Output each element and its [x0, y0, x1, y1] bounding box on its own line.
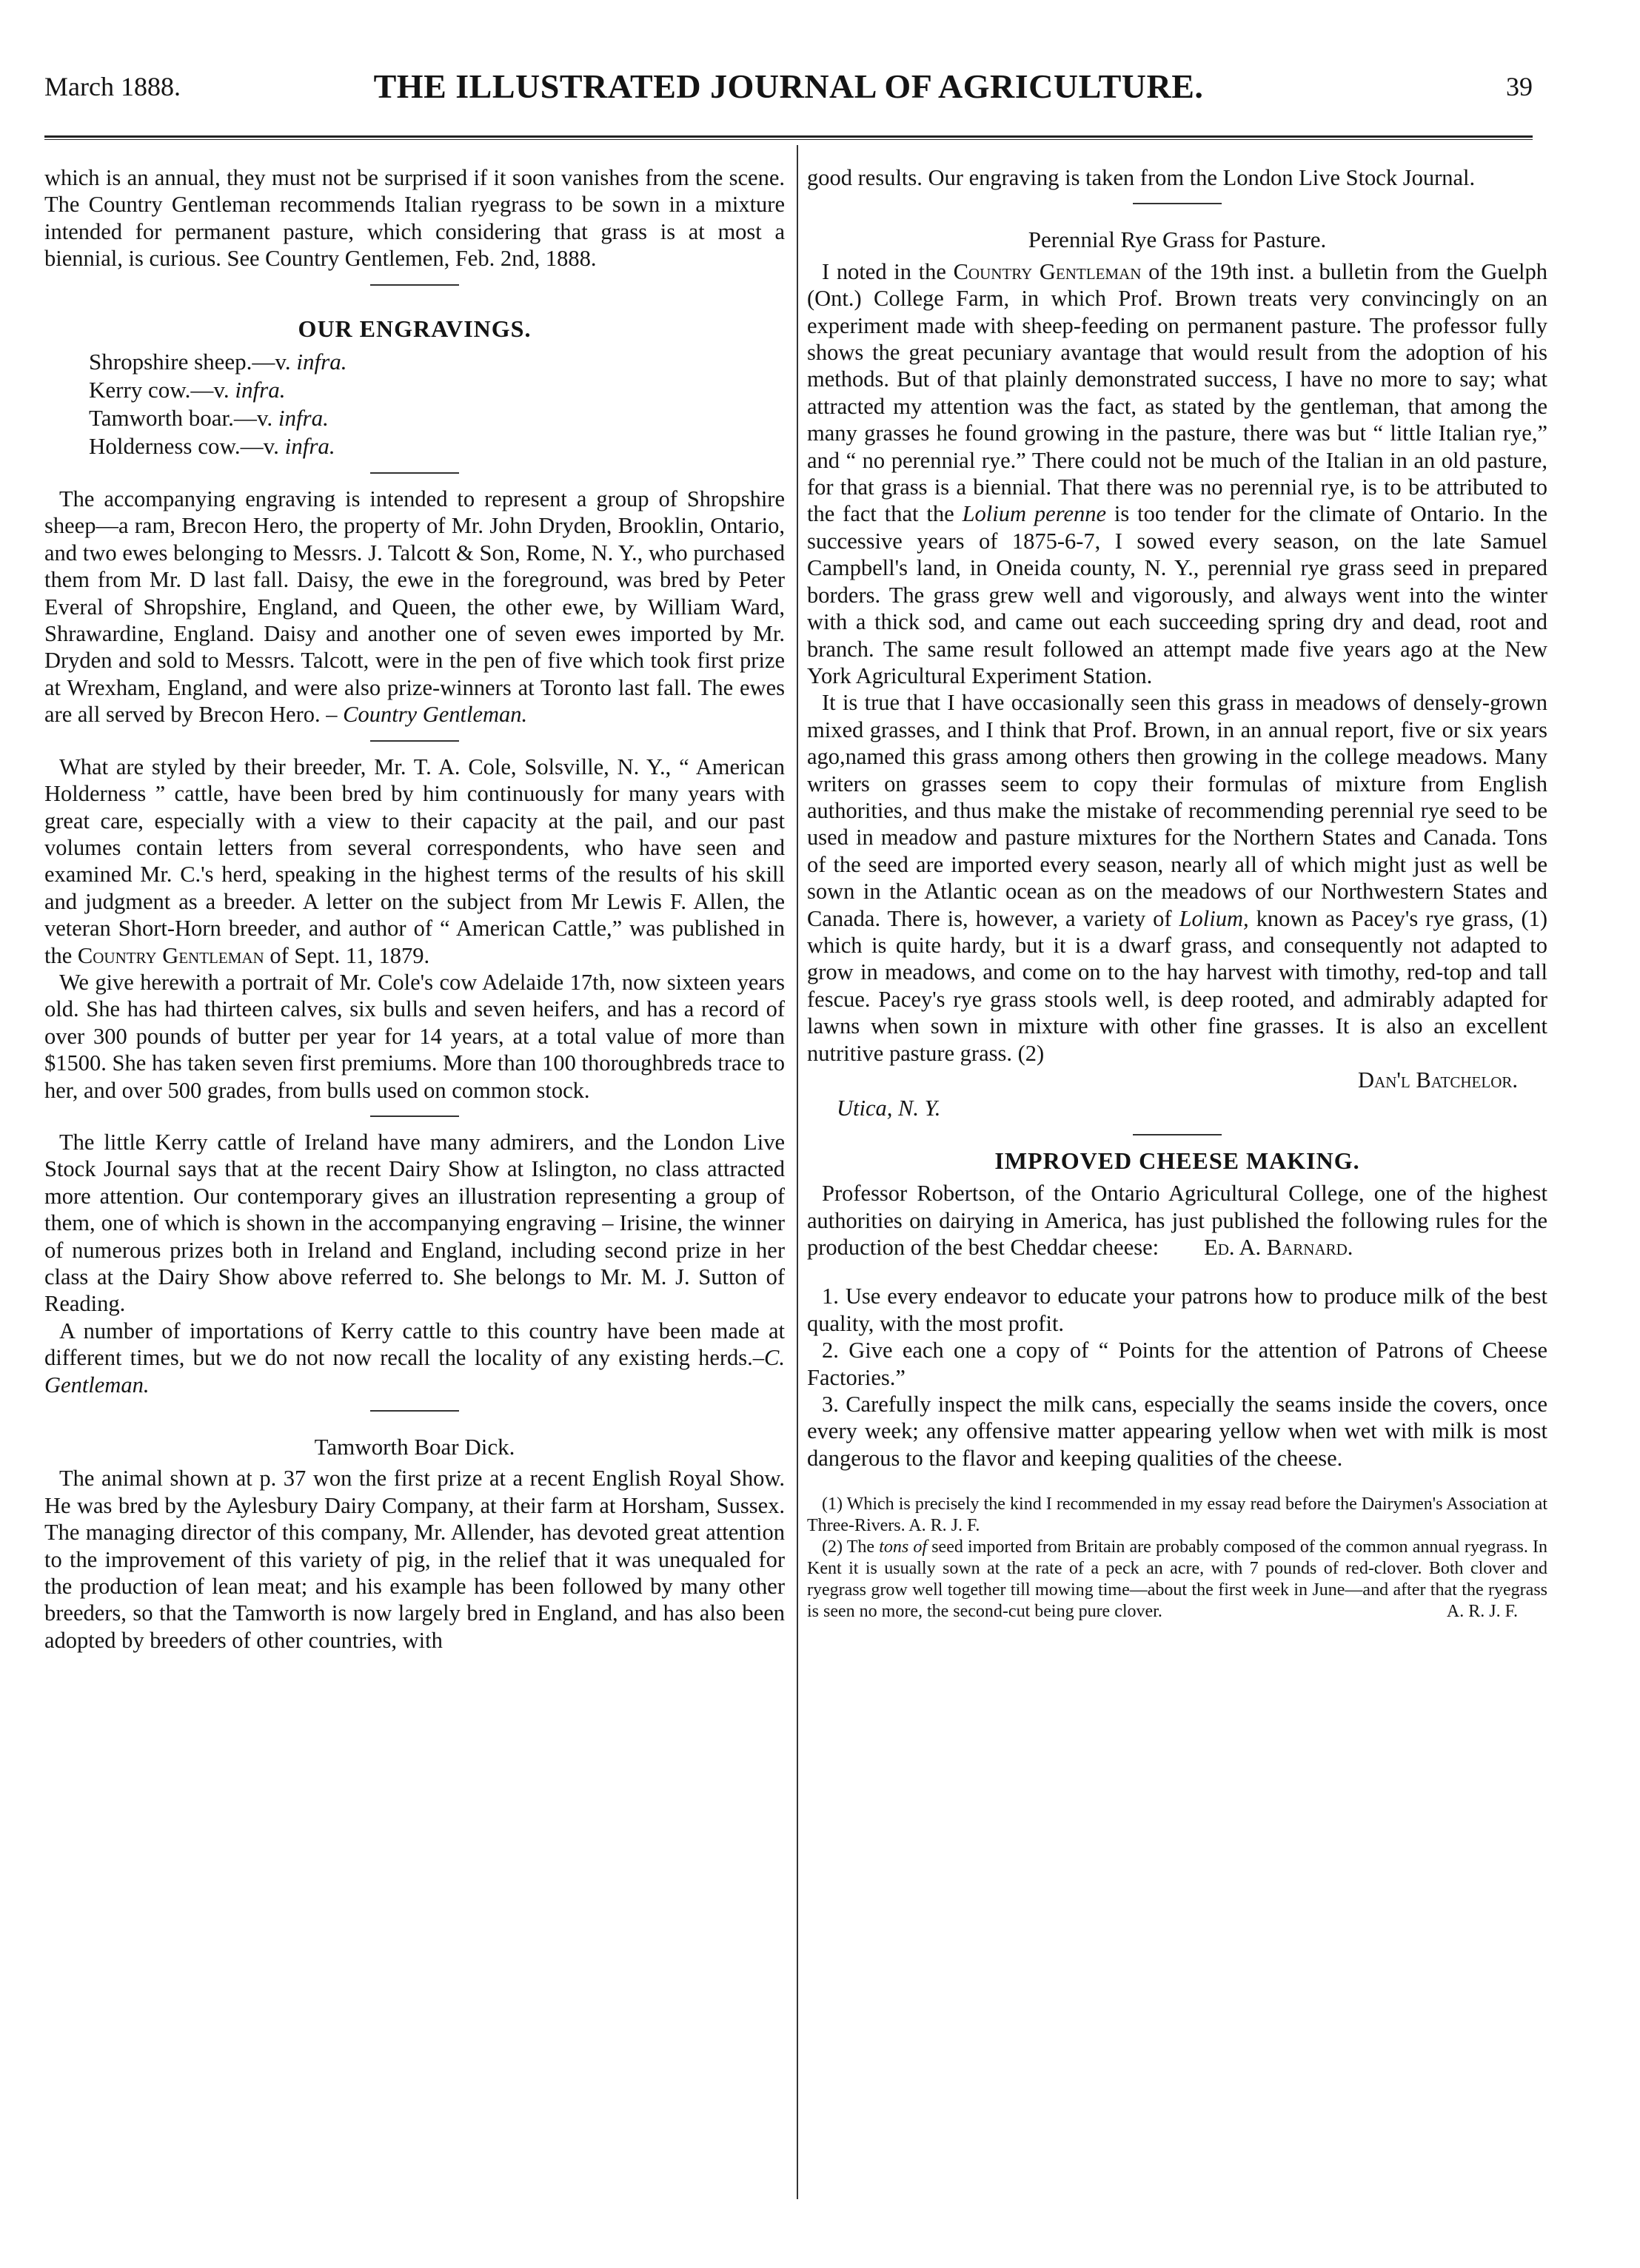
engravings-heading: OUR ENGRAVINGS. [298, 315, 532, 342]
page-header [44, 67, 1533, 115]
header-rule [44, 135, 1533, 140]
list-item: Holderness cow.—v. infra. [89, 433, 335, 460]
author-place: Utica, N. Y. [837, 1096, 941, 1121]
continued-paragraph: good results. Our engraving is taken from the London Live Stock Journal. [807, 165, 1476, 190]
section-rule [370, 740, 459, 742]
spacer [807, 1261, 1547, 1283]
tamworth-paragraph: The animal shown at p. 37 won the first prize at a recent English Royal Show. He was bred by the Aylesbury Dairy Company, at their farm at Horsham, Sussex. The managing director of this company, Mr. Allender, has devoted great attention to the improvement of this variety of pig, in the relief that it was unequaled for the production of lean meat; and his example has been followed by many other breeders, so that the Tamworth is now largely bred in England, and has also been adopted by breeders of other countries, with [44, 1466, 785, 1653]
journal-title: THE ILLUSTRATED JOURNAL OF AGRICULTURE. [373, 67, 1204, 105]
rye-paragraph-2: It is true that I have occasionally seen this grass in meadows of densely-grown mixed grasses, and I think that Prof. Brown, in an annual report, five or six years ago,named this grass among others then growing in the college meadows. Many writers on grasses seem to copy their formulas of mixture from English authorities, and thus make the mistake of recommending perennial rye seed to be used in meadow and pasture mixtures for the Northern States and Canada. Tons of the seed are imported every season, nearly all of which might just as well be sown in the Atlantic ocean as on the meadows of our Northwestern States and Canada. There is, however, a variety of Lolium, known as Pacey's rye grass, (1) which is quite hardy, but it is a dwarf grass, and consequently not adapted to grow in meadows, and come on to the hay harvest with timothy, red-top and tall fescue. Pacey's rye grass stools well, is deep rooted, and admirably adapted for lawns when sown in mixture with other fine grasses. It is also an excellent nutritive pasture grass. (2) [807, 690, 1548, 1066]
cheese-intro: Professor Robertson, of the Ontario Agricultural College, one of the highest authorities on dairying in America, has just published the following rules for the production of the best Cheddar cheese: Ed. A. Barnard. [807, 1181, 1547, 1261]
footnote-2: (2) The tons of seed imported from Britain are probably composed of the common annual ryegrass. In Kent it is usually sown at the rate of a peck an acre, with 7 pounds of red-clover. Both clover and ryegrass grow well together till mowing time—about the first week in June—and after that the ryegrass is seen no more, the second-cut being pure clover. A. R. J. F. [807, 1537, 1547, 1622]
cheese-signature: Ed. A. Barnard. [1204, 1235, 1353, 1261]
section-rule [370, 472, 459, 474]
section-rule [1133, 203, 1222, 204]
rule-item: 3. Carefully inspect the milk cans, especially the seams inside the covers, once every week; any offensive matter appearing yellow when wet with milk is most dangerous to the flavor and keeping qualities of the cheese. [807, 1392, 1547, 1471]
intro-paragraph: which is an annual, they must not be surprised if it soon vanishes from the scene. The Country Gentleman recommends Italian ryegrass to be sown in a mixture intended for permanent pasture, which considering that grass is at most a biennial, is curious. See Country Gentlemen, Feb. 2nd, 1888. [44, 165, 785, 272]
footnotes [807, 1494, 1547, 1623]
holderness-paragraph-2: We give herewith a portrait of Mr. Cole's cow Adelaide 17th, now sixteen years old. She has had thirteen calves, six bulls and seven heifers, and has a record of over 300 pounds of butter per year for 14 years, at a total value of more than $1500. She has taken seven first premiums. More than 100 thoroughbreds trace to her, and over 500 grades, from bulls used on common stock. [44, 969, 785, 1103]
rule-item: 2. Give each one a copy of “ Points for the attention of Patrons of Cheese Factories.” [807, 1338, 1547, 1390]
section-rule [370, 1115, 459, 1117]
footnote-1: (1) Which is precisely the kind I recommended in my essay read before the Dairymen's Association at Three-Rivers. A. R. J. F. [807, 1494, 1547, 1536]
column-divider [797, 145, 798, 2199]
engravings-list [89, 348, 785, 460]
rye-paragraph-1: I noted in the Country Gentleman of the 19th inst. a bulletin from the Guelph (Ont.) College Farm, in which Prof. Brown treats very convincingly on an experiment made with sheep-feeding on permanent pasture. The professor fully shows the great pecuniary avantage that would result from the adoption of his methods. But of that plainly demonstrated success, I have no more to say; what attracted my attention was the fact, as stated by the gentleman, that among the many grasses he found growing in the pasture, there was but “ little Italian rye,” and “ no perennial rye.” There could not be much of the Italian in an old pasture, for that grass is a biennial. That there was no perennial rye, is to be attributed to the fact that the Lolium perenne is too tender for the climate of Ontario. In the successive years of 1875-6-7, I sowed every season, on the late Samuel Campbell's land, in Oneida county, N. Y., perennial rye grass seed in prepared borders. The grass grew well and vigorously, and always went into the winter with a thick sod, and came out each succeeding spring dry and dead, root and branch. The same result followed an attempt made five years ago at the New York Agricultural Experiment Station. [807, 258, 1548, 688]
rye-grass-heading: Perennial Rye Grass for Pasture. [1028, 227, 1327, 253]
issue-date: March 1888. [44, 72, 181, 101]
shropshire-paragraph: The accompanying engraving is intended to represent a group of Shropshire sheep—a ram, Brecon Hero, the property of Mr. John Dryden, Brooklin, Ontario, and two ewes belonging to Messrs. J. Talcott & Son, Rome, N. Y., who purchased them from Mr. D last fall. Daisy, the ewe in the foreground, was bred by Peter Everal of Shropshire, England, and Queen, the other ewe, by William Ward, Shrawardine, England. Daisy and another one of seven ewes imported by Mr. Dryden and sold to Messrs. Talcott, were in the pen of five which took first prize at Wrexham, England, and were also prize-winners at Toronto last fall. The ewes are all served by Brecon Hero. – Country Gentleman. [44, 486, 785, 728]
section-rule [370, 284, 459, 286]
cheese-heading: IMPROVED CHEESE MAKING. [994, 1147, 1360, 1174]
kerry-paragraph-1: The little Kerry cattle of Ireland have many admirers, and the London Live Stock Journal says that at the recent Dairy Show at Islington, no class attracted more attention. Our contemporary gives an illustration representing a group of them, one of which is shown in the accompanying engraving – Irisine, the winner of numerous prizes both in Ireland and England, including second prize in her class at the Dairy Show above referred to. She belongs to Mr. M. J. Sutton of Reading. [44, 1129, 785, 1317]
list-item: Shropshire sheep.—v. infra. [89, 349, 347, 375]
holderness-paragraph-1: What are styled by their breeder, Mr. T. A. Cole, Solsville, N. Y., “ American Holderness ” cattle, have been bred by him continuously for many years with great care, especially with a view to their capacity at the pail, and our past volumes contain letters from several correspondents, who have seen and examined Mr. C.'s herd, speaking in the highest terms of the results of his skill and judgment as a breeder. A letter on the subject from Mr Lewis F. Allen, the veteran Short-Horn breeder, and author of “ American Cattle,” was published in the Country Gentleman of Sept. 11, 1879. [44, 754, 785, 968]
kerry-paragraph-2: A number of importations of Kerry cattle to this country have been made at different times, but we do not now recall the locality of any existing herds.–C. Gentleman. [44, 1318, 785, 1398]
left-column [44, 164, 785, 1654]
section-rule [1133, 1134, 1222, 1135]
list-item: Tamworth boar.—v. infra. [89, 405, 329, 432]
section-rule [370, 1410, 459, 1412]
page-number: 39 [1506, 72, 1533, 101]
right-column [807, 164, 1547, 1623]
rule-item: 1. Use every endeavor to educate your patrons how to produce milk of the best quality, with the most profit. [807, 1284, 1547, 1336]
list-item: Kerry cow.—v. infra. [89, 377, 286, 403]
author-signature: Dan'l Batchelor. [1358, 1067, 1518, 1093]
tamworth-heading: Tamworth Boar Dick. [314, 1434, 515, 1460]
